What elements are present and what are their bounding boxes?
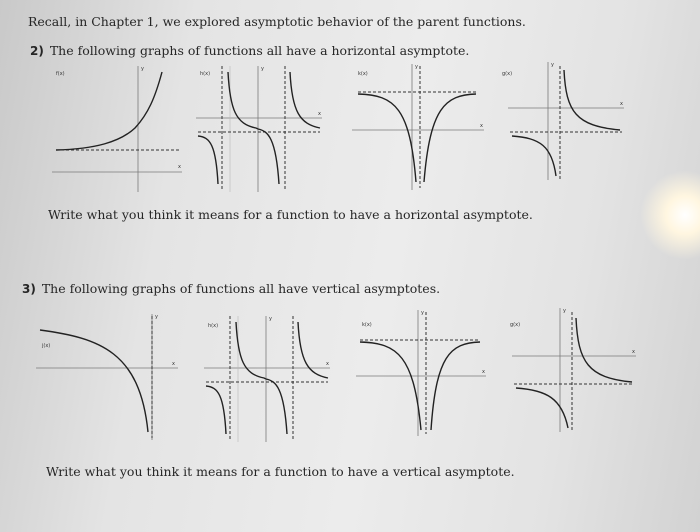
x-axis-label: x	[318, 111, 321, 117]
y-axis-label: y	[551, 62, 554, 68]
y-axis-label: y	[155, 314, 158, 320]
x-axis-label: x	[480, 123, 483, 129]
question-2-prompt: Write what you think it means for a function to have a horizontal asymptote.	[48, 207, 533, 222]
graph-label-q3-h: h(x)	[208, 323, 219, 329]
graph-q3-k	[356, 310, 486, 436]
function-curve	[198, 136, 218, 184]
graph-q3-j	[36, 314, 178, 440]
function-curve	[512, 136, 556, 176]
graph-label-q2-k: k(x)	[358, 71, 368, 77]
question-3-prompt: Write what you think it means for a function to have a vertical asymptote.	[46, 464, 515, 479]
question-3-text: The following graphs of functions all have vertical asymptotes.	[41, 281, 441, 296]
graph-q2-k	[352, 64, 484, 190]
y-axis-label: y	[141, 66, 144, 72]
function-curve	[40, 330, 148, 432]
graph-label-q2-g: g(x)	[502, 71, 513, 77]
graph-label-q2-h: h(x)	[200, 71, 211, 77]
x-axis-label: x	[172, 361, 175, 367]
graph-label-q3-k: k(x)	[362, 322, 372, 328]
graph-label-q3-g: g(x)	[510, 322, 521, 328]
function-curve	[424, 94, 476, 182]
function-curve	[358, 94, 416, 182]
y-axis-label: y	[421, 310, 424, 316]
question-2-text: The following graphs of functions all have a horizontal asymptote.	[49, 43, 470, 58]
function-curve	[236, 322, 266, 379]
question-2-number: 2)	[30, 44, 44, 58]
graph-q2-h	[196, 66, 322, 192]
function-curve	[228, 72, 258, 129]
intro-text: Recall, in Chapter 1, we explored asymptotic behavior of the parent functions.	[28, 14, 526, 29]
x-axis-label: x	[178, 164, 181, 170]
y-axis-label: y	[261, 66, 264, 72]
function-curve	[56, 72, 162, 150]
function-curve	[576, 318, 632, 382]
x-axis-label: x	[482, 369, 485, 375]
function-curve	[290, 72, 320, 128]
y-axis-label: y	[269, 316, 272, 322]
graph-q3-g	[510, 308, 636, 432]
graph-q3-h	[204, 316, 330, 442]
question-3-number: 3)	[22, 282, 36, 296]
x-axis-label: x	[326, 361, 329, 367]
graph-label-q3-j: j(x)	[42, 343, 51, 349]
function-curve	[206, 386, 226, 434]
graph-label-q2-f: f(x)	[56, 71, 65, 77]
function-curve	[298, 322, 328, 378]
function-curve	[266, 379, 287, 434]
x-axis-label: x	[632, 349, 635, 355]
function-curve	[564, 70, 620, 130]
function-curve	[431, 342, 480, 430]
function-curve	[360, 342, 421, 430]
graph-q2-f	[52, 66, 182, 192]
function-curve	[258, 129, 279, 184]
y-axis-label: y	[415, 64, 418, 70]
graph-q2-g	[502, 62, 624, 180]
x-axis-label: x	[620, 101, 623, 107]
y-axis-label: y	[563, 308, 566, 314]
